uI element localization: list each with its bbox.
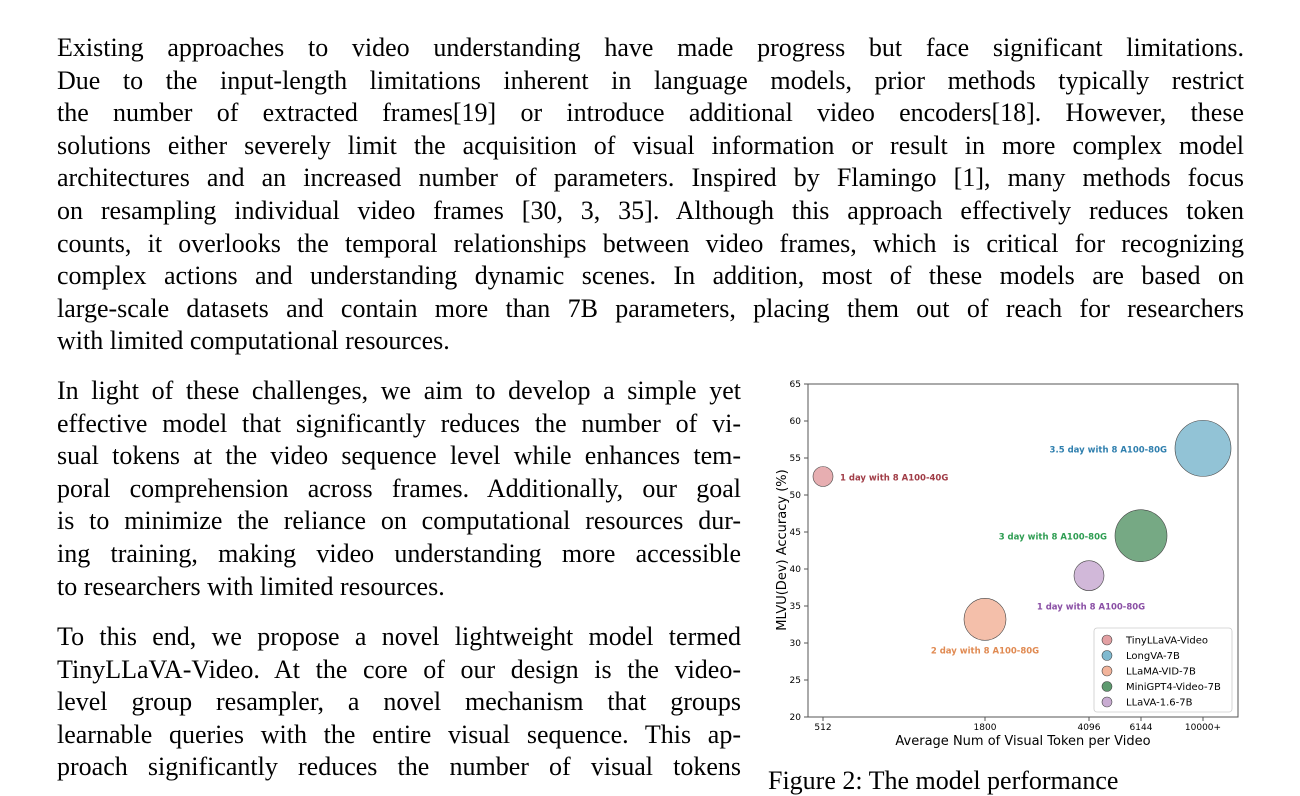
legend-marker	[1102, 651, 1112, 661]
text-line: with limited computational resources.	[57, 326, 450, 356]
y-tick-label: 45	[789, 528, 801, 538]
x-axis-label: Average Num of Visual Token per Video	[895, 734, 1151, 749]
y-tick-label: 65	[789, 380, 801, 390]
legend-marker	[1102, 682, 1112, 692]
y-tick-label: 50	[789, 491, 801, 501]
paragraph-intro	[57, 32, 1244, 358]
text-line: counts, it overlooks the temporal relationships between video frames, which is critical for recognizing	[57, 228, 1244, 258]
text-line: sual tokens at the video sequence level while enhances tem-	[57, 441, 741, 471]
legend-marker	[1102, 635, 1112, 645]
legend-marker	[1102, 697, 1112, 707]
text-line: Existing approaches to video understanding have made progress but face significant limitations.	[57, 33, 1244, 62]
bubble-llama-vid-7b	[964, 598, 1006, 640]
x-tick-label: 10000+	[1184, 723, 1222, 733]
text-line: ing training, making video understanding more accessible	[57, 538, 741, 568]
text-line: learnable queries with the entire visual sequence. This ap-	[57, 719, 741, 749]
text-line: architectures and an increased number of parameters. Inspired by Flamingo [1], many methods focus	[57, 163, 1244, 193]
text-line: on resampling individual video frames [30, 3, 35]. Although this approach effectively reduces token	[57, 195, 1244, 225]
x-tick-label: 1800	[973, 723, 997, 733]
y-tick-label: 25	[789, 676, 801, 686]
text-line: In light of these challenges, we aim to develop a simple yet	[57, 376, 741, 405]
bubble-longva-7b	[1175, 420, 1231, 476]
text-line: To this end, we propose a novel lightweight model termed	[57, 622, 741, 651]
legend-entry: LongVA-7B	[1126, 651, 1180, 662]
y-tick-label: 20	[789, 713, 801, 723]
bubble-annotation: 1 day with 8 A100-40G	[840, 473, 949, 484]
bubble-annotation: 2 day with 8 A100-80G	[930, 646, 1040, 657]
text-line: solutions either severely limit the acquisition of visual information or result in more complex model	[57, 130, 1244, 160]
y-axis-label: MLVU(Dev) Accuracy (%)	[775, 469, 790, 631]
text-line: TinyLLaVA-Video. At the core of our design is the video-	[57, 654, 741, 684]
legend-marker	[1102, 666, 1112, 676]
paragraph-proposal	[57, 621, 741, 784]
text-line: effective model that significantly reduces the number of vi-	[57, 408, 741, 438]
bubble-annotation: 3.5 day with 8 A100-80G	[1049, 445, 1167, 456]
y-tick-label: 55	[789, 454, 801, 464]
text-line: large-scale datasets and contain more than 7B parameters, placing them out of reach for researchers	[57, 293, 1244, 323]
text-line: the number of extracted frames[19] or introduce additional video encoders[18]. However, these	[57, 98, 1244, 128]
y-tick-label: 40	[789, 565, 801, 575]
bubble-annotation: 1 day with 8 A100-80G	[1036, 602, 1146, 613]
y-tick-label: 30	[789, 639, 801, 649]
y-tick-label: 35	[789, 602, 801, 612]
bubble-annotation: 3 day with 8 A100-80G	[998, 532, 1107, 543]
legend-entry: MiniGPT4-Video-7B	[1126, 682, 1221, 693]
x-tick-label: 4096	[1077, 723, 1101, 733]
y-tick-label: 60	[789, 417, 801, 427]
bubble-minigpt4-video-7b	[1115, 510, 1167, 562]
bubble-llava-1-6-7b	[1074, 561, 1104, 591]
text-line: is to minimize the reliance on computational resources dur-	[57, 506, 741, 536]
text-line: proach significantly reduces the number of visual tokens	[57, 752, 741, 782]
legend-entry: LLaMA-VID-7B	[1126, 666, 1196, 678]
bubble-tinyllava-video	[813, 467, 833, 487]
figure-2-bubble-chart	[760, 370, 1260, 749]
legend-entry: LLaVA-1.6-7B	[1126, 697, 1193, 709]
text-line: level group resampler, a novel mechanism that groups	[57, 687, 741, 717]
text-line: Due to the input-length limitations inherent in language models, prior methods typically restrict	[57, 65, 1244, 95]
legend-entry: TinyLLaVA-Video	[1126, 635, 1208, 647]
text-line: poral comprehension across frames. Additionally, our goal	[57, 473, 741, 503]
text-line: complex actions and understanding dynamic scenes. In addition, most of these models are based on	[57, 261, 1244, 291]
paragraph-challenges	[57, 375, 741, 603]
x-tick-label: 6144	[1129, 723, 1153, 733]
text-line: to researchers with limited resources.	[57, 571, 445, 601]
figure-caption: Figure 2: The model performance	[768, 766, 1119, 795]
x-tick-label: 512	[814, 723, 832, 733]
